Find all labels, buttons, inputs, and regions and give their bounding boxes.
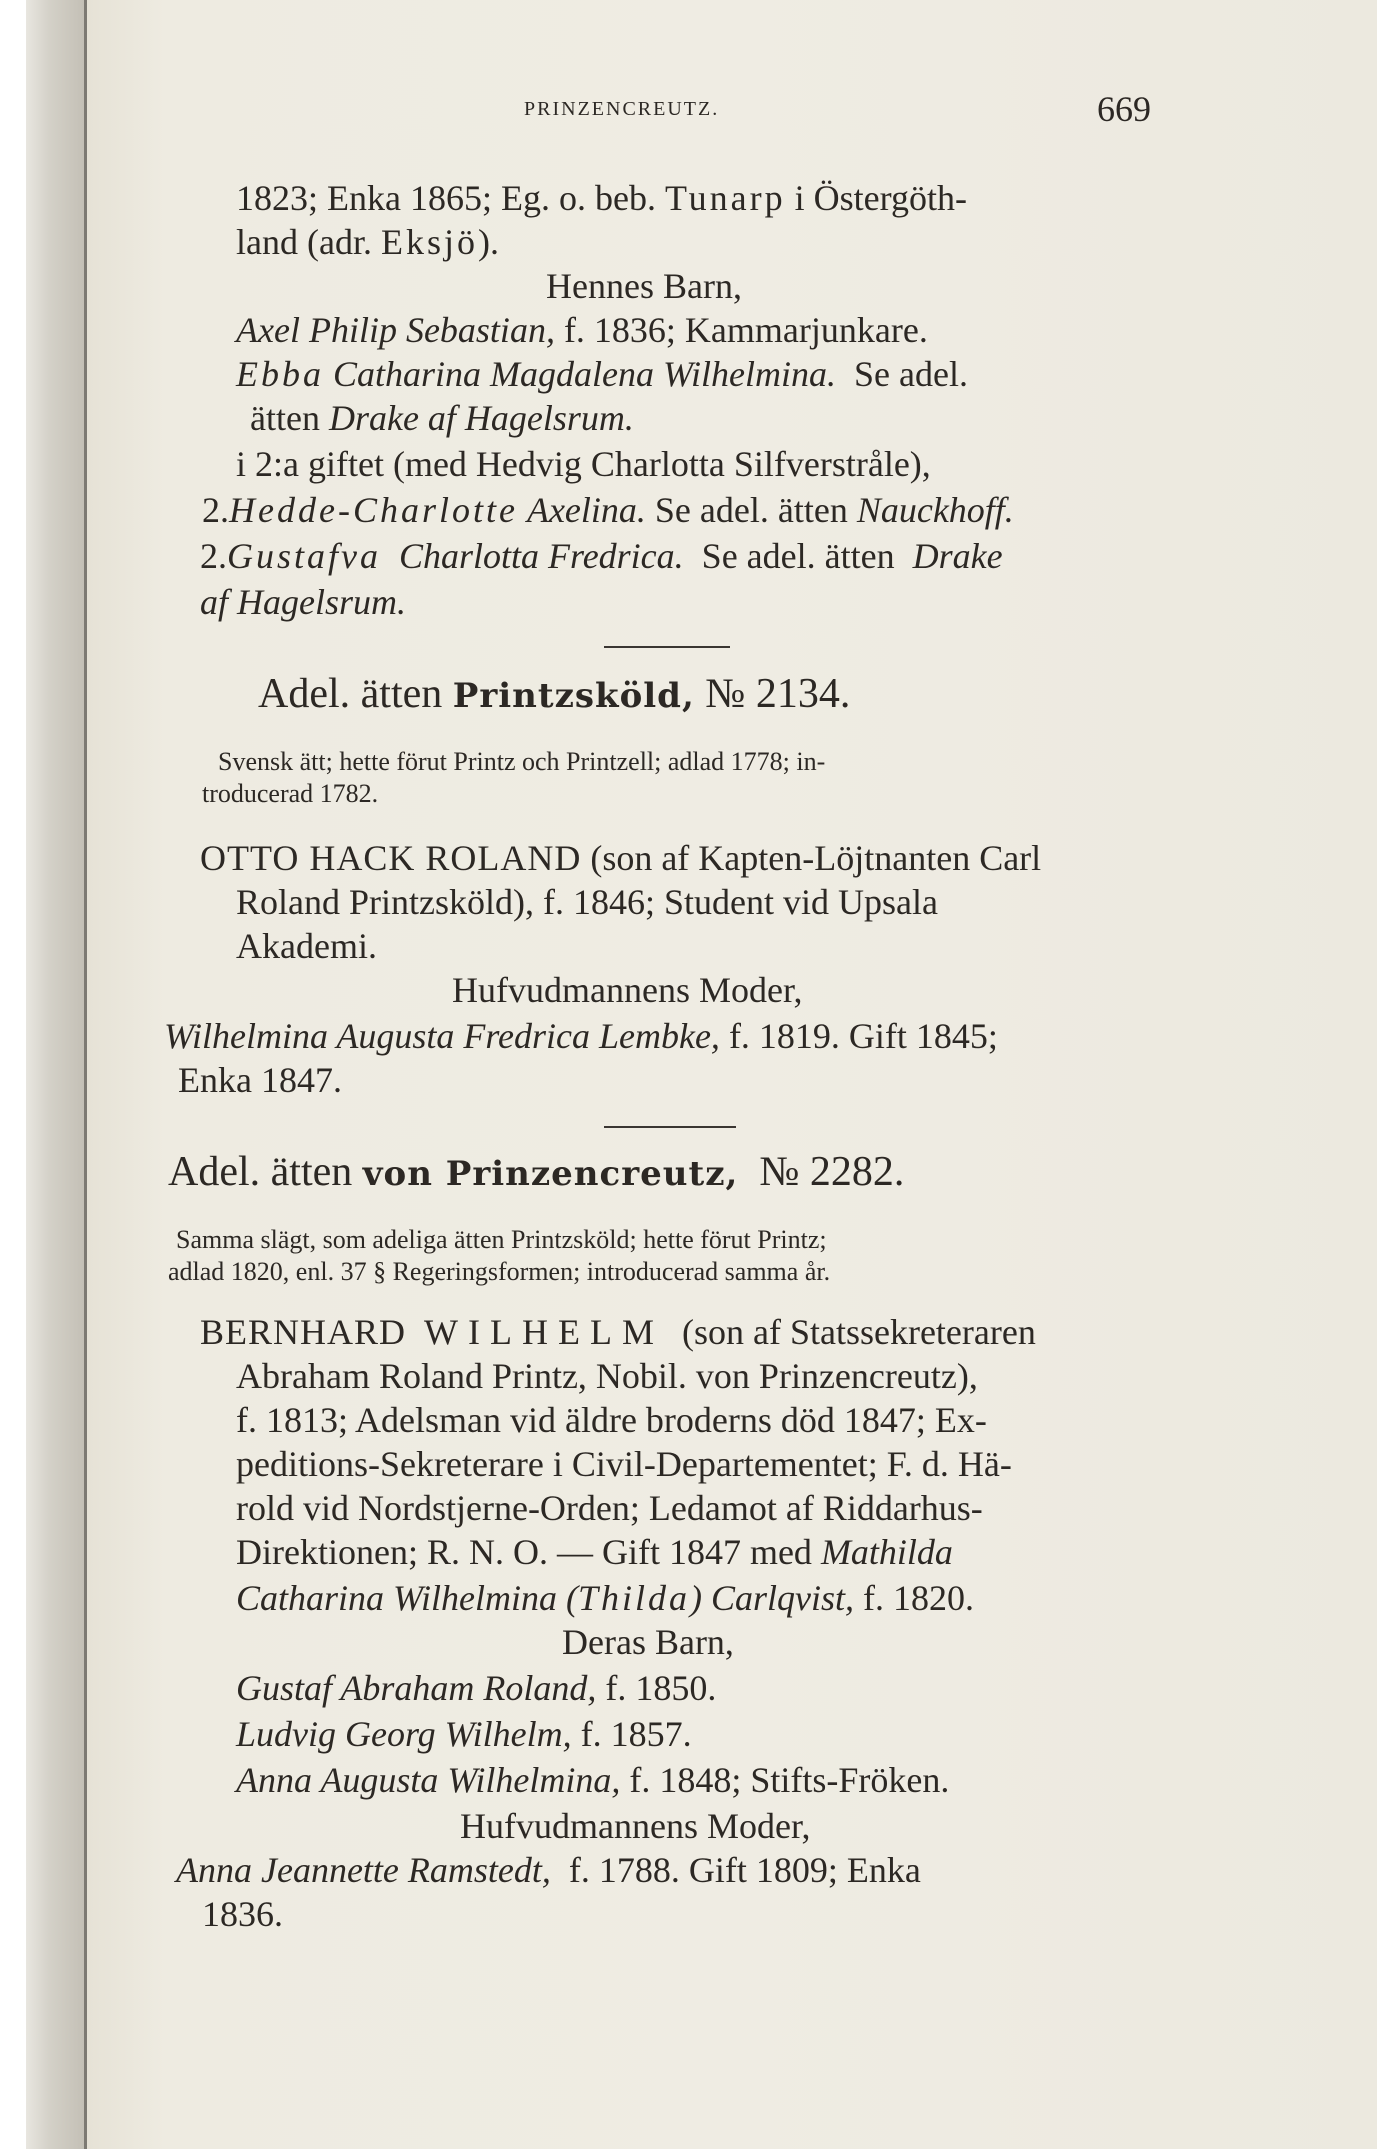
child-entry: Ludvig Georg Wilhelm, f. 1857.	[236, 1714, 692, 1754]
section-rule	[604, 1126, 736, 1128]
text-line: 2.Gustafva Charlotta Fredrica. Se adel. ätten Drake	[200, 536, 1003, 576]
text-line: Axel Philip Sebastian, f. 1836; Kammarjunkare.	[236, 310, 928, 350]
text-line: 1823; Enka 1865; Eg. o. beb. Tunarp i Östergöth-	[236, 178, 967, 218]
text-line: Abraham Roland Printz, Nobil. von Prinzencreutz),	[236, 1356, 978, 1396]
text-line: Enka 1847.	[178, 1060, 342, 1100]
text-line: Direktionen; R. N. O. — Gift 1847 med Mathilda	[236, 1532, 953, 1572]
text-line: Wilhelmina Augusta Fredrica Lembke, f. 1819. Gift 1845;	[164, 1016, 998, 1056]
text-line: BERNHARD WILHELM (son af Statssekreteraren	[200, 1312, 1036, 1352]
child-entry: Gustaf Abraham Roland, f. 1850.	[236, 1668, 717, 1708]
text-line: f. 1813; Adelsman vid äldre broderns död 1847; Ex-	[236, 1400, 987, 1440]
text-line: Akademi.	[236, 926, 377, 966]
text-line: peditions-Sekreterare i Civil-Departementet; F. d. Hä-	[236, 1444, 1012, 1484]
page-number: 669	[1097, 89, 1151, 129]
family-heading-prinzencreutz: Adel. ätten von Prinzencreutz, № 2282.	[168, 1149, 905, 1195]
text-line: ätten Drake af Hagelsrum.	[250, 398, 634, 438]
child-entry: Anna Augusta Wilhelmina, f. 1848; Stifts-Fröken.	[236, 1760, 950, 1800]
intro-line: adlad 1820, enl. 37 § Regeringsformen; introducerad samma år.	[168, 1257, 831, 1286]
intro-line: Svensk ätt; hette förut Printz och Printzell; adlad 1778; in-	[218, 747, 826, 776]
book-gutter	[26, 0, 84, 2149]
text-line: 1836.	[202, 1894, 283, 1934]
text-line: rold vid Nordstjerne-Orden; Ledamot af Riddarhus-	[236, 1488, 983, 1528]
running-head: PRINZENCREUTZ.	[524, 98, 720, 120]
text-line: af Hagelsrum.	[200, 582, 406, 622]
subheading-children: Hennes Barn,	[546, 266, 742, 306]
text-line: i 2:a giftet (med Hedvig Charlotta Silfverstråle),	[236, 444, 931, 484]
text-line: Catharina Wilhelmina (Thilda) Carlqvist, f. 1820.	[236, 1578, 975, 1618]
text-line: OTTO HACK ROLAND (son af Kapten-Löjtnanten Carl	[200, 838, 1042, 878]
subheading-mother: Hufvudmannens Moder,	[460, 1806, 811, 1846]
text-line: Ebba Catharina Magdalena Wilhelmina. Se adel.	[236, 354, 968, 394]
intro-line: troducerad 1782.	[202, 779, 379, 808]
subheading-mother: Hufvudmannens Moder,	[452, 970, 803, 1010]
text-line: land (adr. Eksjö).	[236, 222, 499, 262]
intro-line: Samma slägt, som adeliga ätten Printzsköld; hette förut Printz;	[176, 1225, 827, 1254]
subheading-children: Deras Barn,	[562, 1622, 734, 1662]
family-heading-printzskold: Adel. ätten Printzsköld, № 2134.	[258, 671, 851, 717]
text-line: Roland Printzsköld), f. 1846; Student vid Upsala	[236, 882, 938, 922]
section-rule	[604, 646, 730, 648]
text-line: Anna Jeannette Ramstedt, f. 1788. Gift 1809; Enka	[176, 1850, 921, 1890]
text-line: 2.Hedde-Charlotte Axelina. Se adel. ätten Nauckhoff.	[202, 490, 1014, 530]
